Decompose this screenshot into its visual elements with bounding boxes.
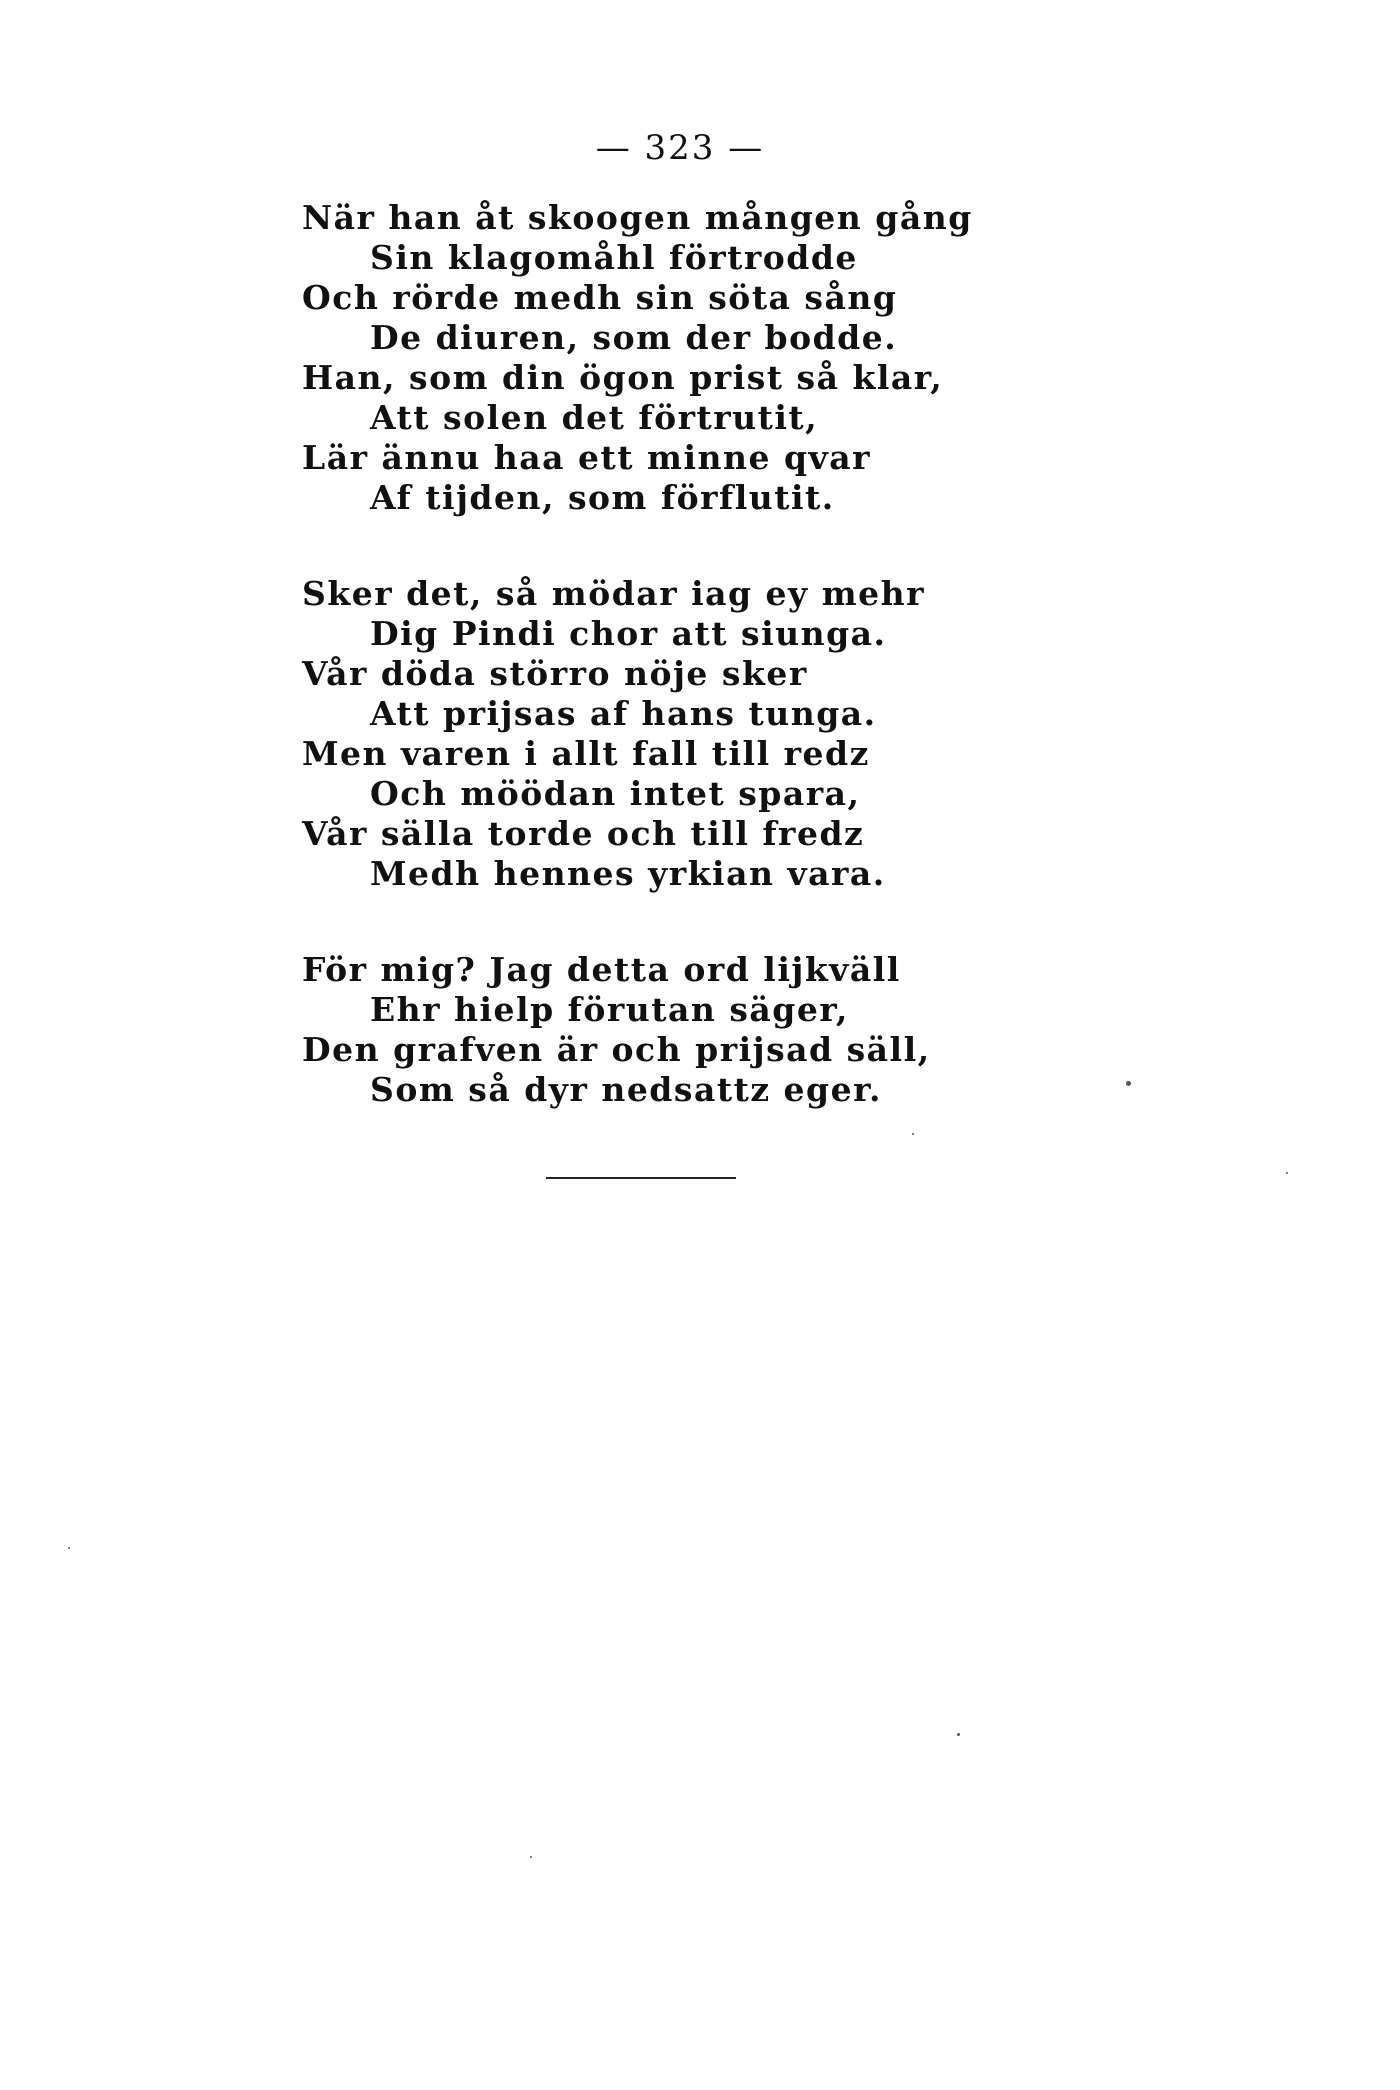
verse-line: Vår döda störro nöje sker: [302, 654, 808, 693]
verse-line: Dig Pindi chor att siunga.: [370, 614, 887, 653]
verse-line: Ehr hielp förutan säger,: [370, 990, 849, 1029]
print-speck: [1126, 1081, 1131, 1086]
print-speck: [1286, 1172, 1288, 1174]
verse-line: Medh hennes yrkian vara.: [370, 854, 886, 893]
print-speck: [957, 1733, 960, 1736]
verse-line: När han åt skoogen mången gång: [302, 198, 973, 237]
stanza-3: [302, 950, 1002, 1110]
verse-line: Och möödan intet spara,: [370, 774, 861, 813]
print-speck: [912, 1133, 914, 1135]
verse-line: Som så dyr nedsattz eger.: [370, 1070, 882, 1109]
verse-line: Och rörde medh sin söta sång: [302, 278, 898, 317]
page-number: — 323 —: [595, 128, 765, 168]
verse-line: Sin klagomåhl förtrodde: [370, 238, 858, 277]
verse-line: Den grafven är och prijsad säll,: [302, 1030, 931, 1069]
verse-line: Han, som din ögon prist så klar,: [302, 358, 944, 397]
verse-line: Sker det, så mödar iag ey mehr: [302, 574, 925, 613]
print-speck: [530, 1856, 532, 1858]
verse-line: Vår sälla torde och till fredz: [302, 814, 865, 853]
verse-line: Att prijsas af hans tunga.: [370, 694, 877, 733]
print-speck: [68, 1547, 70, 1549]
verse-line: Att solen det förtrutit,: [370, 398, 819, 437]
verse-line: Lär ännu haa ett minne qvar: [302, 438, 871, 477]
end-rule: [546, 1177, 736, 1179]
stanza-2: [302, 574, 1002, 894]
stanza-1: [302, 198, 1002, 518]
verse-line: Men varen i allt fall till redz: [302, 734, 870, 773]
verse-line: För mig? Jag detta ord lijkväll: [302, 950, 901, 989]
verse-line: Af tijden, som förflutit.: [370, 478, 835, 517]
verse-line: De diuren, som der bodde.: [370, 318, 898, 357]
